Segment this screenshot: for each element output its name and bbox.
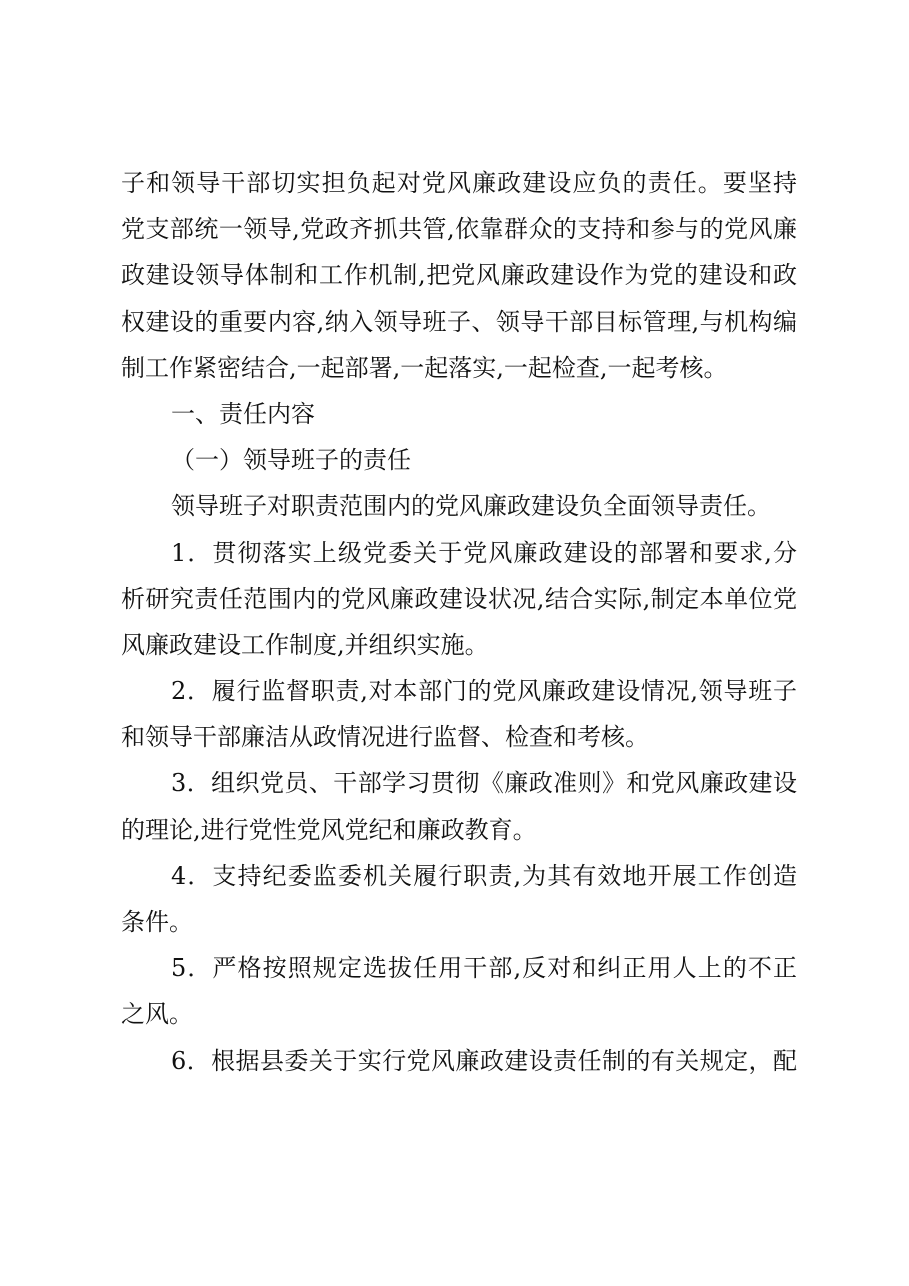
list-item-line: 风廉政建设工作制度,并组织实施。 <box>121 630 489 659</box>
list-item-line: 1．贯彻落实上级党委关于党风廉政建设的部署和要求,分 <box>171 538 797 567</box>
paragraph-line: 制工作紧密结合,一起部署,一起落实,一起检查,一起考核。 <box>121 353 728 382</box>
document-body <box>121 160 797 1084</box>
paragraph-line: 党支部统一领导,党政齐抓共管,依靠群众的支持和参与的党风廉 <box>121 215 797 244</box>
list-item-line: 5．严格按照规定选拔任用干部,反对和纠正用人上的不正 <box>171 954 797 983</box>
list-item-line: 析研究责任范围内的党风廉政建设状况,结合实际,制定本单位党 <box>121 584 797 613</box>
list-item-line: 2．履行监督职责,对本部门的党风廉政建设情况,领导班子 <box>171 677 797 706</box>
paragraph-line: 子和领导干部切实担负起对党风廉政建设应负的责任。要坚持 <box>121 169 797 197</box>
list-item-line: 之风。 <box>121 1000 193 1029</box>
list-item-line: 4．支持纪委监委机关履行职责,为其有效地开展工作创造 <box>171 861 797 890</box>
paragraph-line: 政建设领导体制和工作机制,把党风廉政建设作为党的建设和政 <box>121 261 797 290</box>
paragraph-line: 权建设的重要内容,纳入领导班子、领导干部目标管理,与机构编 <box>121 307 797 336</box>
subsection-heading: （一）领导班子的责任 <box>171 446 411 475</box>
paragraph-line: 领导班子对职责范围内的党风廉政建设负全面领导责任。 <box>171 492 771 521</box>
list-item-line: 和领导干部廉洁从政情况进行监督、检查和考核。 <box>121 723 649 752</box>
section-heading: 一、责任内容 <box>171 399 315 428</box>
list-item-line: 3．组织党员、干部学习贯彻《廉政准则》和党风廉政建设 <box>171 769 797 798</box>
list-item-line: 条件。 <box>121 908 193 936</box>
list-item-line: 6．根据县委关于实行党风廉政建设责任制的有关规定，配 <box>171 1046 797 1075</box>
list-item-line: 的理论,进行党性党风党纪和廉政教育。 <box>121 815 537 844</box>
